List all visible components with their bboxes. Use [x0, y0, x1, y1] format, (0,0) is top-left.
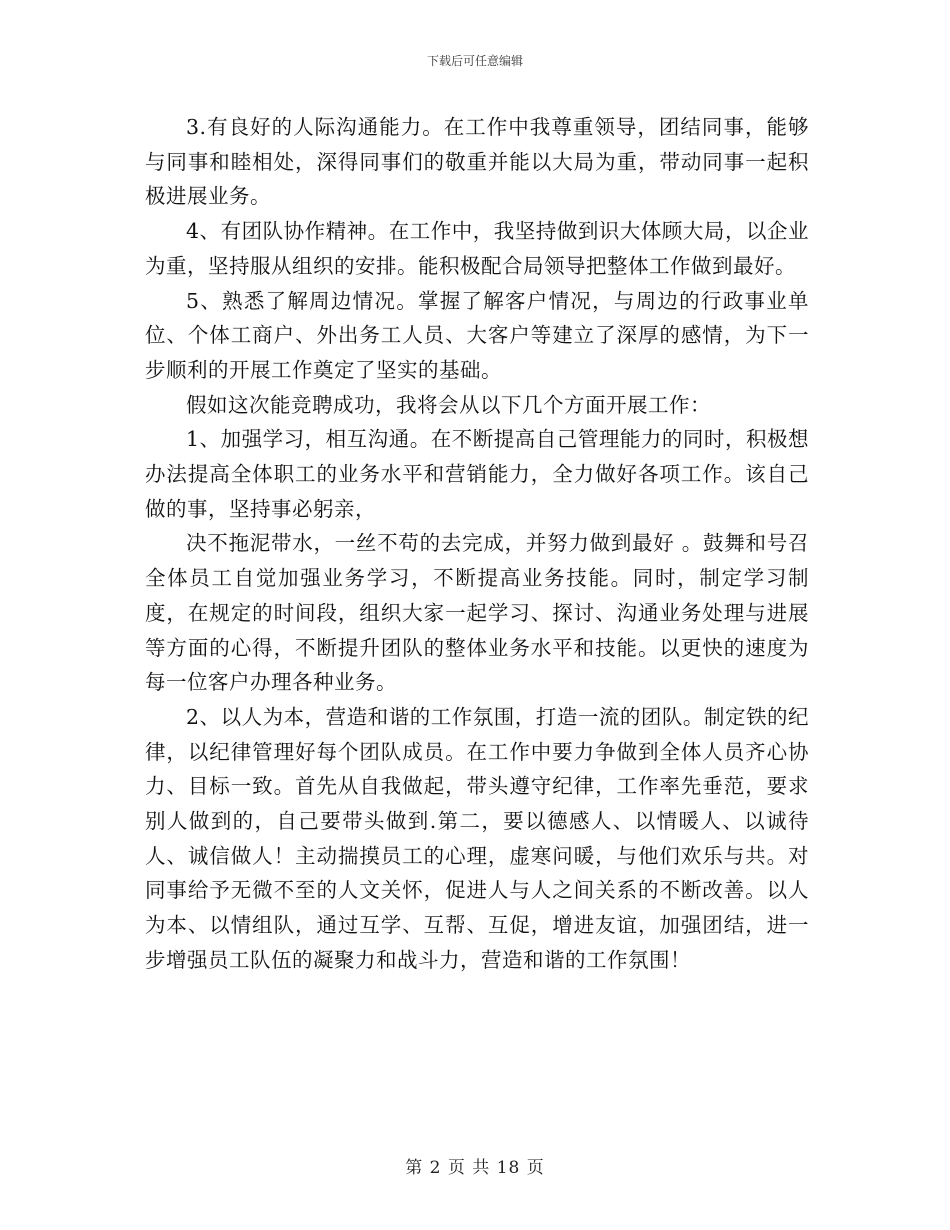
document-body — [145, 110, 809, 978]
paragraph-plan-2: 2、以人为本，营造和谐的工作氛围，打造一流的团队。制定铁的纪律，以纪律管理好每个团队成员。在工作中要力争做到全体人员齐心协力、目标一致。首先从自我做起，带头遵守纪律，工作率先垂范，要求别人做到的，自己要带头做到.第二，要以德感人、以情暖人、以诚待人、诚信做人！主动揣摸员工的心理，虚寒问暖，与他们欢乐与共。对同事给予无微不至的人文关怀，促进人与人之间关系的不断改善。以人为本、以情组队，通过互学、互帮、互促，增进友谊，加强团结，进一步增强员工队伍的凝聚力和战斗力，营造和谐的工作氛围！ — [145, 704, 809, 972]
paragraph-plan-1-continued: 决不拖泥带水，一丝不苟的去完成，并努力做到最好 。鼓舞和号召全体员工自觉加强业务学习，不断提高业务技能。同时，制定学习制度，在规定的时间段，组织大家一起学习、探讨、沟通业务处理与进展等方面的心得，不断提升团队的整体业务水平和技能。以更快的速度为每一位客户办理各种业务。 — [145, 531, 809, 695]
page-footer — [0, 1153, 950, 1178]
page-header: 下载后可任意编辑 — [426, 54, 523, 68]
paragraph-interpersonal-skills: 3.有良好的人际沟通能力。在工作中我尊重领导，团结同事，能够与同事和睦相处，深得同事们的敬重并能以大局为重，带动同事一起积极进展业务。 — [145, 115, 809, 209]
paragraph-surroundings: 5、熟悉了解周边情况。掌握了解客户情况，与周边的行政事业单位、个体工商户、外出务工人员、大客户等建立了深厚的感情，为下一步顺利的开展工作奠定了坚实的基础。 — [145, 288, 809, 382]
paragraph-teamwork: 4、有团队协作精神。在工作中，我坚持做到识大体顾大局，以企业为重，坚持服从组织的安排。能积极配合局领导把整体工作做到最好。 — [145, 219, 809, 278]
paragraph-plan-intro: 假如这次能竞聘成功，我将会从以下几个方面开展工作： — [186, 392, 711, 417]
paragraph-plan-1: 1、加强学习，相互沟通。在不断提高自己管理能力的同时，积极想办法提高全体职工的业务水平和营销能力，全力做好各项工作。该自己做的事，坚持事必躬亲， — [145, 427, 809, 521]
page-number-label: 第 2 页 共 18 页 — [405, 1158, 545, 1178]
